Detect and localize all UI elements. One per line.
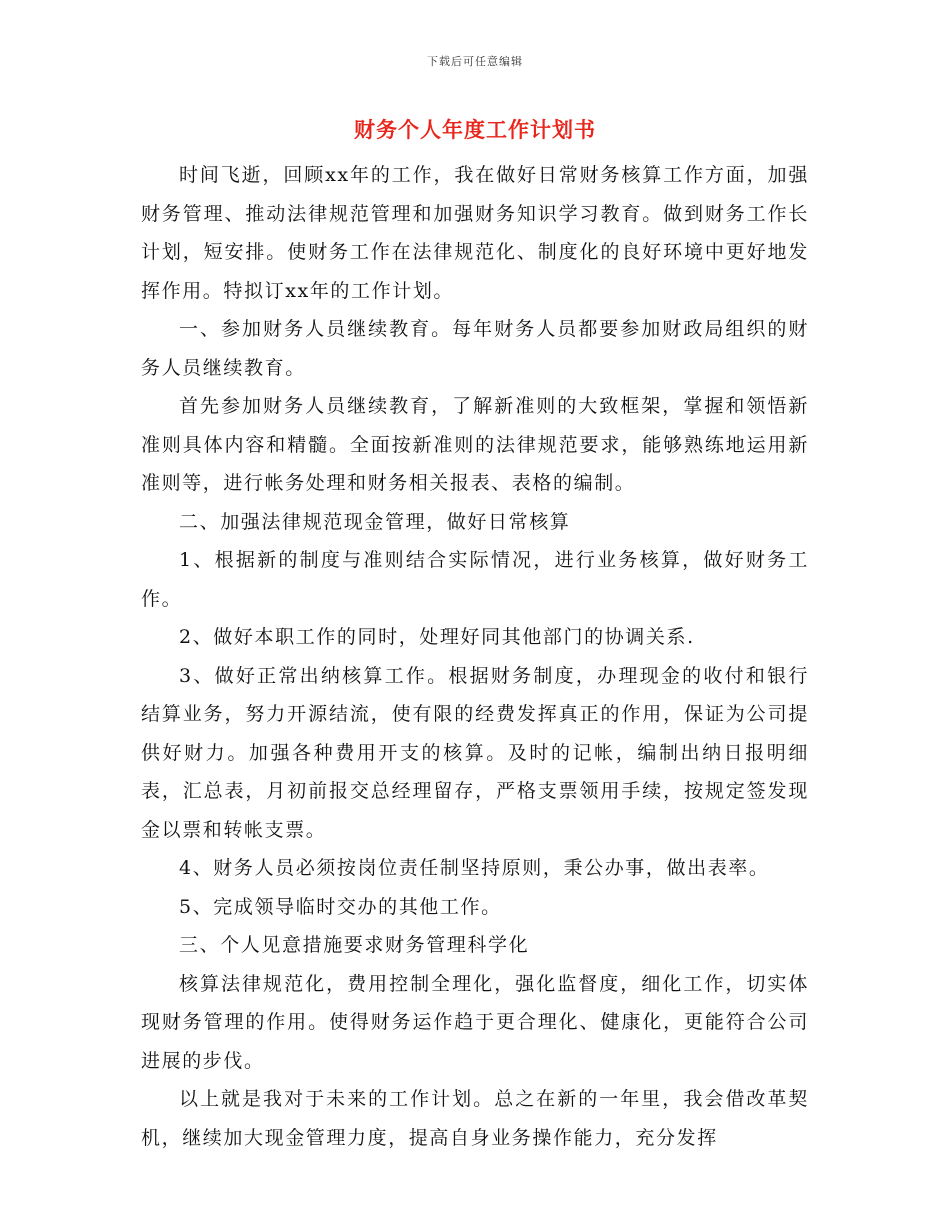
paragraph: 时间飞逝，回顾xx年的工作，我在做好日常财务核算工作方面，加强财务管理、推动法律规范管理和加强财务知识学习教育。做到财务工作长计划，短安排。使财务工作在法律规范化、制度化的良好环境中更好地发挥作用。特拟订xx年的工作计划。 [141,164,809,302]
paragraph: 一、参加财务人员继续教育。每年财务人员都要参加财政局组织的财务人员继续教育。 [141,318,809,379]
paragraph: 5、完成领导临时交办的其他工作。 [179,895,502,918]
paragraph: 2、做好本职工作的同时，处理好同其他部门的协调关系. [179,626,695,648]
header-note: 下载后可任意编辑 [427,55,523,68]
paragraph: 三、个人见意措施要求财务管理科学化 [179,934,530,956]
paragraph: 核算法律规范化，费用控制全理化，强化监督度，细化工作，切实体现财务管理的作用。使得财务运作趋于更合理化、健康化，更能符合公司进展的步伐。 [141,972,809,1072]
paragraph: 3、做好正常出纳核算工作。根据财务制度，办理现金的收付和银行结算业务，努力开源结流，使有限的经费发挥真正的作用，保证为公司提供好财力。加强各种费用开支的核算。及时的记帐，编制出纳日报明细表，汇总表，月初前报交总经理留存，严格支票领用手续，按规定签发现金以票和转帐支票。 [141,664,809,841]
document-body [141,156,809,1157]
paragraph: 以上就是我对于未来的工作计划。总之在新的一年里，我会借改革契机，继续加大现金管理力度，提高自身业务操作能力，充分发挥 [141,1088,809,1149]
paragraph: 4、财务人员必须按岗位责任制坚持原则，秉公办事，做出表率。 [179,857,770,879]
paragraph: 首先参加财务人员继续教育，了解新准则的大致框架，掌握和领悟新准则具体内容和精髓。全面按新准则的法律规范要求，能够熟练地运用新准则等，进行帐务处理和财务相关报表、表格的编制。 [141,395,809,494]
paragraph: 1、根据新的制度与准则结合实际情况，进行业务核算，做好财务工作。 [141,549,809,610]
paragraph: 二、加强法律规范现金管理，做好日常核算 [179,510,571,533]
document-title: 财务个人年度工作计划书 [354,117,596,142]
